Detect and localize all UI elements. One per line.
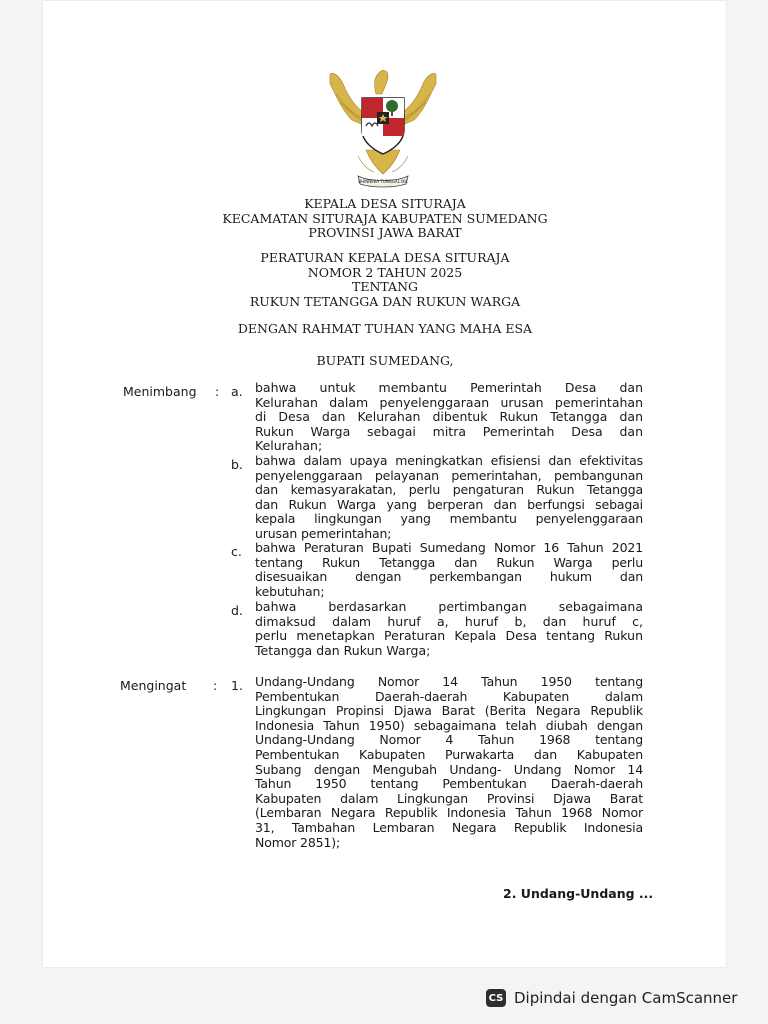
text-line: Rukun Warga sebagai mitra Pemerintah Desa dan: [255, 423, 643, 439]
text-line: bahwa Peraturan Bupati Sumedang Nomor 16 Tahun 2021: [255, 540, 643, 555]
title-line: RUKUN TETANGGA DAN RUKUN WARGA: [249, 293, 521, 309]
text-line: perlu menetapkan Peraturan Kepala Desa tentang Rukun: [255, 628, 643, 644]
text-line: (Lembaran Negara Republik Indonesia Tahun 1968 Nomor: [255, 805, 643, 821]
text-line: Pembentukan Kabupaten Purwakarta dan Kabupaten: [255, 746, 643, 762]
item-marker: a.: [231, 384, 243, 399]
camscanner-watermark: [470, 983, 766, 1013]
camscanner-text: Dipindai dengan CamScanner: [514, 989, 738, 1007]
mengingat-colon: :: [213, 678, 218, 693]
legal-basis-1: [255, 675, 643, 850]
text-line: bahwa dalam upaya meningkatkan efisiensi dan efektivitas: [255, 453, 643, 468]
consideration-b: [255, 454, 643, 542]
consideration-c: [255, 541, 643, 599]
item-marker: d.: [231, 603, 243, 618]
preamble-bupati: [150, 354, 620, 369]
item-marker: 1.: [231, 678, 243, 693]
text-line: Kelurahan;: [255, 438, 323, 454]
text-line: Undang-Undang Nomor 4 Tahun 1968 tentang: [255, 732, 643, 748]
consideration-d: [255, 600, 643, 658]
text-line: kepala lingkungan yang membantu penyelenggaraan: [255, 511, 643, 527]
text-line: bahwa untuk membantu Pemerintah Desa dan: [255, 380, 643, 395]
text-line: Pembentukan Daerah-daerah Kabupaten dalam: [255, 688, 643, 704]
text-line: tentang Rukun Tetangga dan Rukun Warga perlu: [255, 554, 643, 570]
text-line: Tetangga dan Rukun Warga;: [255, 642, 431, 658]
heading-line: KECAMATAN SITURAJA KABUPATEN SUMEDANG: [222, 210, 548, 226]
title-line: NOMOR 2 TAHUN 2025: [307, 264, 463, 280]
title-line: PERATURAN KEPALA DESA SITURAJA: [260, 250, 510, 265]
text-line: Subang dengan Mengubah Undang- Undang Nomor 14: [255, 761, 643, 777]
text-line: 31, Tambahan Lembaran Negara Republik Indonesia: [255, 819, 643, 835]
text-line: kebutuhan;: [255, 583, 325, 599]
item-marker: c.: [231, 544, 242, 559]
text-line: Lingkungan Propinsi Djawa Barat (Berita Negara Republik: [255, 703, 643, 719]
issuer-heading: [150, 197, 620, 241]
text-line: dan Rukun Warga yang berperan dan berfungsi sebagai: [255, 496, 643, 512]
menimbang-label: Menimbang: [123, 384, 197, 399]
text-line: di Desa dan Kelurahan dibentuk Rukun Tetangga dan: [255, 409, 643, 425]
text-line: dan kemasyarakatan, perlu pengaturan Rukun Tetangga: [255, 482, 643, 498]
mengingat-label: Mengingat: [120, 678, 187, 693]
preamble-rahmat: [150, 322, 620, 337]
bupati-line: BUPATI SUMEDANG,: [316, 353, 454, 368]
text-line: Undang-Undang Nomor 14 Tahun 1950 tentang: [255, 674, 643, 689]
text-line: Indonesia Tahun 1950) sebagaimana telah diubah dengan: [255, 717, 643, 733]
text-line: Kelurahan dalam penyelenggaraan urusan pemerintahan: [255, 394, 643, 410]
text-line: dimaksud dalam huruf a, huruf b, dan huruf c,: [255, 613, 643, 629]
text-line: bahwa berdasarkan pertimbangan sebagaimana: [255, 599, 643, 614]
text-line: urusan pemerintahan;: [255, 525, 392, 541]
text-line: disesuaikan dengan perkembangan hukum dan: [255, 569, 643, 585]
text-line: penyelenggaraan pelayanan pemerintahan, pembangunan: [255, 467, 643, 483]
menimbang-colon: :: [215, 384, 220, 399]
page-continuation: 2. Undang-Undang ...: [503, 886, 654, 901]
emblem-motto: BHINNEKA TUNGGAL IKA: [358, 179, 408, 184]
heading-line: KEPALA DESA SITURAJA: [304, 196, 466, 211]
garuda-pancasila-emblem: [322, 64, 444, 188]
rahmat-line: DENGAN RAHMAT TUHAN YANG MAHA ESA: [237, 321, 533, 336]
heading-line: PROVINSI JAWA BARAT: [308, 225, 462, 240]
text-line: Nomor 2851);: [255, 834, 341, 850]
camscanner-icon: CS: [486, 989, 506, 1007]
title-line: TENTANG: [351, 279, 418, 294]
text-line: Tahun 1950 tentang Pembentukan Daerah-daerah: [255, 776, 643, 792]
regulation-title: [150, 251, 620, 309]
item-marker: b.: [231, 457, 243, 472]
consideration-a: [255, 381, 643, 454]
text-line: Kabupaten dalam Lingkungan Provinsi Djawa Barat: [255, 790, 643, 806]
